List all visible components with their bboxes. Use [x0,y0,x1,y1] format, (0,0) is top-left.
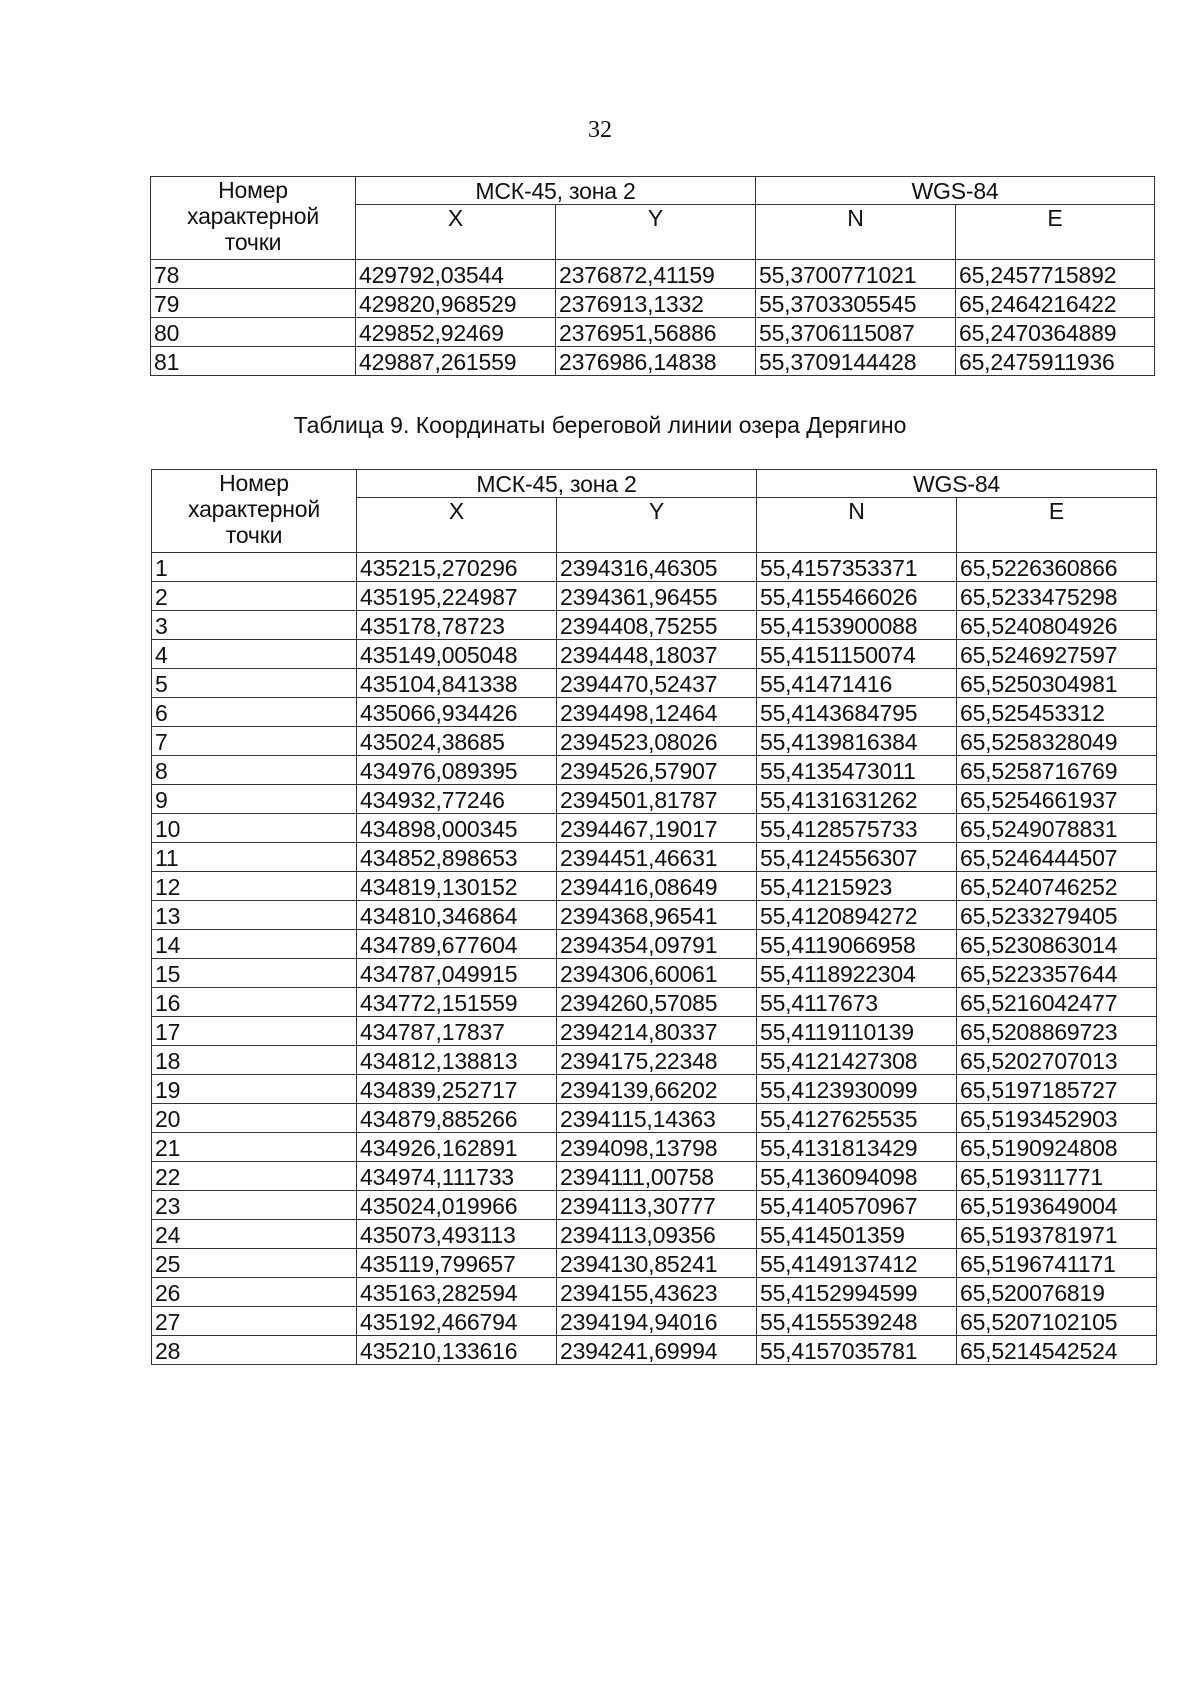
n-cell: 55,4118922304 [757,959,957,988]
e-cell: 65,5233475298 [957,582,1157,611]
x-cell: 435178,78723 [357,611,557,640]
header-point-number: Номер характерной точки [152,470,357,553]
n-cell: 55,4123930099 [757,1075,957,1104]
x-cell: 435024,019966 [357,1191,557,1220]
y-cell: 2394113,09356 [557,1220,757,1249]
e-cell: 65,5214542524 [957,1336,1157,1365]
n-cell: 55,4155539248 [757,1307,957,1336]
x-cell: 435104,841338 [357,669,557,698]
x-cell: 434926,162891 [357,1133,557,1162]
point-number-cell: 9 [152,785,357,814]
table-row [152,1104,1157,1133]
x-cell: 435024,38685 [357,727,557,756]
table-row [152,1075,1157,1104]
y-cell: 2376951,56886 [556,318,756,347]
y-cell: 2394098,13798 [557,1133,757,1162]
x-cell: 429792,03544 [356,260,556,289]
n-cell: 55,4131813429 [757,1133,957,1162]
x-cell: 434787,17837 [357,1017,557,1046]
table-row [152,1336,1157,1365]
point-number-cell: 12 [152,872,357,901]
n-cell: 55,3700771021 [756,260,956,289]
point-number-cell: 23 [152,1191,357,1220]
x-cell: 434789,677604 [357,930,557,959]
header-e: E [956,205,1155,260]
point-number-cell: 5 [152,669,357,698]
y-cell: 2394130,85241 [557,1249,757,1278]
point-number-cell: 24 [152,1220,357,1249]
point-number-cell: 79 [151,289,356,318]
x-cell: 434879,885266 [357,1104,557,1133]
y-cell: 2394113,30777 [557,1191,757,1220]
x-cell: 434772,151559 [357,988,557,1017]
y-cell: 2394260,57085 [557,988,757,1017]
e-cell: 65,5197185727 [957,1075,1157,1104]
table-row [152,611,1157,640]
e-cell: 65,5254661937 [957,785,1157,814]
y-cell: 2394451,46631 [557,843,757,872]
y-cell: 2394448,18037 [557,640,757,669]
e-cell: 65,2470364889 [956,318,1155,347]
table-row [152,698,1157,727]
e-cell: 65,5246444507 [957,843,1157,872]
header-n: N [757,498,957,553]
e-cell: 65,5196741171 [957,1249,1157,1278]
point-number-cell: 1 [152,553,357,582]
point-number-cell: 25 [152,1249,357,1278]
table-row [152,959,1157,988]
y-cell: 2376986,14838 [556,347,756,376]
table-row [152,1278,1157,1307]
point-number-cell: 10 [152,814,357,843]
table-row [152,1046,1157,1075]
e-cell: 65,5193452903 [957,1104,1157,1133]
table-row [152,1307,1157,1336]
x-cell: 434819,130152 [357,872,557,901]
n-cell: 55,4153900088 [757,611,957,640]
y-cell: 2394408,75255 [557,611,757,640]
point-number-cell: 2 [152,582,357,611]
table-row [152,1162,1157,1191]
page-number: 32 [588,117,612,143]
e-cell: 65,5230863014 [957,930,1157,959]
y-cell: 2394361,96455 [557,582,757,611]
x-cell: 429887,261559 [356,347,556,376]
n-cell: 55,4131631262 [757,785,957,814]
e-cell: 65,5250304981 [957,669,1157,698]
header-e: E [957,498,1157,553]
x-cell: 435163,282594 [357,1278,557,1307]
table-row [152,727,1157,756]
point-number-cell: 20 [152,1104,357,1133]
point-number-cell: 80 [151,318,356,347]
point-number-cell: 17 [152,1017,357,1046]
n-cell: 55,4128575733 [757,814,957,843]
header-n: N [756,205,956,260]
n-cell: 55,4157035781 [757,1336,957,1365]
point-number-cell: 6 [152,698,357,727]
y-cell: 2394467,19017 [557,814,757,843]
table-row [152,843,1157,872]
x-cell: 435215,270296 [357,553,557,582]
e-cell: 65,525453312 [957,698,1157,727]
x-cell: 434839,252717 [357,1075,557,1104]
point-number-cell: 81 [151,347,356,376]
point-number-cell: 3 [152,611,357,640]
e-cell: 65,5258716769 [957,756,1157,785]
e-cell: 65,5240804926 [957,611,1157,640]
point-number-cell: 27 [152,1307,357,1336]
e-cell: 65,5246927597 [957,640,1157,669]
e-cell: 65,5226360866 [957,553,1157,582]
x-cell: 435210,133616 [357,1336,557,1365]
point-number-cell: 18 [152,1046,357,1075]
table-row [152,669,1157,698]
y-cell: 2394501,81787 [557,785,757,814]
header-x: X [357,498,557,553]
n-cell: 55,4152994599 [757,1278,957,1307]
table-row [152,785,1157,814]
n-cell: 55,4124556307 [757,843,957,872]
point-number-cell: 7 [152,727,357,756]
x-cell: 429820,968529 [356,289,556,318]
n-cell: 55,4119110139 [757,1017,957,1046]
header-msk45: МСК-45, зона 2 [357,470,757,498]
x-cell: 434810,346864 [357,901,557,930]
point-number-cell: 15 [152,959,357,988]
y-cell: 2394498,12464 [557,698,757,727]
point-number-cell: 13 [152,901,357,930]
table-row [152,1220,1157,1249]
x-cell: 435066,934426 [357,698,557,727]
header-msk45: МСК-45, зона 2 [356,177,756,205]
e-cell: 65,5190924808 [957,1133,1157,1162]
n-cell: 55,4135473011 [757,756,957,785]
point-number-cell: 4 [152,640,357,669]
n-cell: 55,4140570967 [757,1191,957,1220]
table-row [152,553,1157,582]
table-row [152,814,1157,843]
x-cell: 434812,138813 [357,1046,557,1075]
point-number-cell: 28 [152,1336,357,1365]
y-cell: 2394316,46305 [557,553,757,582]
header-y: Y [556,205,756,260]
n-cell: 55,4155466026 [757,582,957,611]
n-cell: 55,4151150074 [757,640,957,669]
y-cell: 2394214,80337 [557,1017,757,1046]
point-number-cell: 16 [152,988,357,1017]
y-cell: 2376913,1332 [556,289,756,318]
table-row [151,347,1155,376]
n-cell: 55,3703305545 [756,289,956,318]
table-row [152,930,1157,959]
y-cell: 2394306,60061 [557,959,757,988]
x-cell: 434932,77246 [357,785,557,814]
e-cell: 65,5208869723 [957,1017,1157,1046]
y-cell: 2394368,96541 [557,901,757,930]
table-row [152,582,1157,611]
y-cell: 2394241,69994 [557,1336,757,1365]
header-wgs84: WGS-84 [756,177,1155,205]
point-number-cell: 19 [152,1075,357,1104]
n-cell: 55,4119066958 [757,930,957,959]
x-cell: 434976,089395 [357,756,557,785]
n-cell: 55,4149137412 [757,1249,957,1278]
header-point-number: Номер характерной точки [151,177,356,260]
table-row [152,640,1157,669]
e-cell: 65,5216042477 [957,988,1157,1017]
e-cell: 65,2464216422 [956,289,1155,318]
e-cell: 65,2475911936 [956,347,1155,376]
table-row [152,988,1157,1017]
y-cell: 2394111,00758 [557,1162,757,1191]
y-cell: 2394526,57907 [557,756,757,785]
e-cell: 65,5258328049 [957,727,1157,756]
header-y: Y [557,498,757,553]
n-cell: 55,4139816384 [757,727,957,756]
point-number-cell: 78 [151,260,356,289]
table-row [152,1133,1157,1162]
y-cell: 2394416,08649 [557,872,757,901]
x-cell: 435073,493113 [357,1220,557,1249]
e-cell: 65,520076819 [957,1278,1157,1307]
e-cell: 65,5240746252 [957,872,1157,901]
n-cell: 55,4117673 [757,988,957,1017]
n-cell: 55,41471416 [757,669,957,698]
e-cell: 65,5223357644 [957,959,1157,988]
n-cell: 55,4121427308 [757,1046,957,1075]
n-cell: 55,4157353371 [757,553,957,582]
point-number-cell: 11 [152,843,357,872]
table-row [152,756,1157,785]
y-cell: 2394175,22348 [557,1046,757,1075]
table-row [151,260,1155,289]
x-cell: 434787,049915 [357,959,557,988]
e-cell: 65,2457715892 [956,260,1155,289]
point-number-cell: 26 [152,1278,357,1307]
table-row [152,901,1157,930]
e-cell: 65,5207102105 [957,1307,1157,1336]
point-number-cell: 21 [152,1133,357,1162]
x-cell: 434974,111733 [357,1162,557,1191]
table-caption: Таблица 9. Координаты береговой линии озера Дерягино [293,412,907,438]
n-cell: 55,3706115087 [756,318,956,347]
y-cell: 2394354,09791 [557,930,757,959]
point-number-cell: 14 [152,930,357,959]
n-cell: 55,4143684795 [757,698,957,727]
e-cell: 65,5249078831 [957,814,1157,843]
table-row [152,1017,1157,1046]
table-row [151,289,1155,318]
x-cell: 435192,466794 [357,1307,557,1336]
y-cell: 2376872,41159 [556,260,756,289]
n-cell: 55,414501359 [757,1220,957,1249]
n-cell: 55,41215923 [757,872,957,901]
coordinates-table-continued [150,176,1155,376]
y-cell: 2394194,94016 [557,1307,757,1336]
x-cell: 434852,898653 [357,843,557,872]
y-cell: 2394470,52437 [557,669,757,698]
coordinates-table-9 [151,469,1157,1365]
table-row [151,318,1155,347]
e-cell: 65,519311771 [957,1162,1157,1191]
n-cell: 55,4120894272 [757,901,957,930]
e-cell: 65,5193649004 [957,1191,1157,1220]
point-number-cell: 8 [152,756,357,785]
y-cell: 2394115,14363 [557,1104,757,1133]
table-row [152,872,1157,901]
e-cell: 65,5202707013 [957,1046,1157,1075]
table-row [152,1249,1157,1278]
x-cell: 429852,92469 [356,318,556,347]
header-wgs84: WGS-84 [757,470,1157,498]
point-number-cell: 22 [152,1162,357,1191]
x-cell: 435119,799657 [357,1249,557,1278]
y-cell: 2394139,66202 [557,1075,757,1104]
n-cell: 55,3709144428 [756,347,956,376]
y-cell: 2394155,43623 [557,1278,757,1307]
table-body [152,553,1157,1365]
table-body [151,260,1155,376]
x-cell: 434898,000345 [357,814,557,843]
x-cell: 435149,005048 [357,640,557,669]
n-cell: 55,4127625535 [757,1104,957,1133]
x-cell: 435195,224987 [357,582,557,611]
y-cell: 2394523,08026 [557,727,757,756]
e-cell: 65,5233279405 [957,901,1157,930]
table-row [152,1191,1157,1220]
header-x: X [356,205,556,260]
n-cell: 55,4136094098 [757,1162,957,1191]
e-cell: 65,5193781971 [957,1220,1157,1249]
